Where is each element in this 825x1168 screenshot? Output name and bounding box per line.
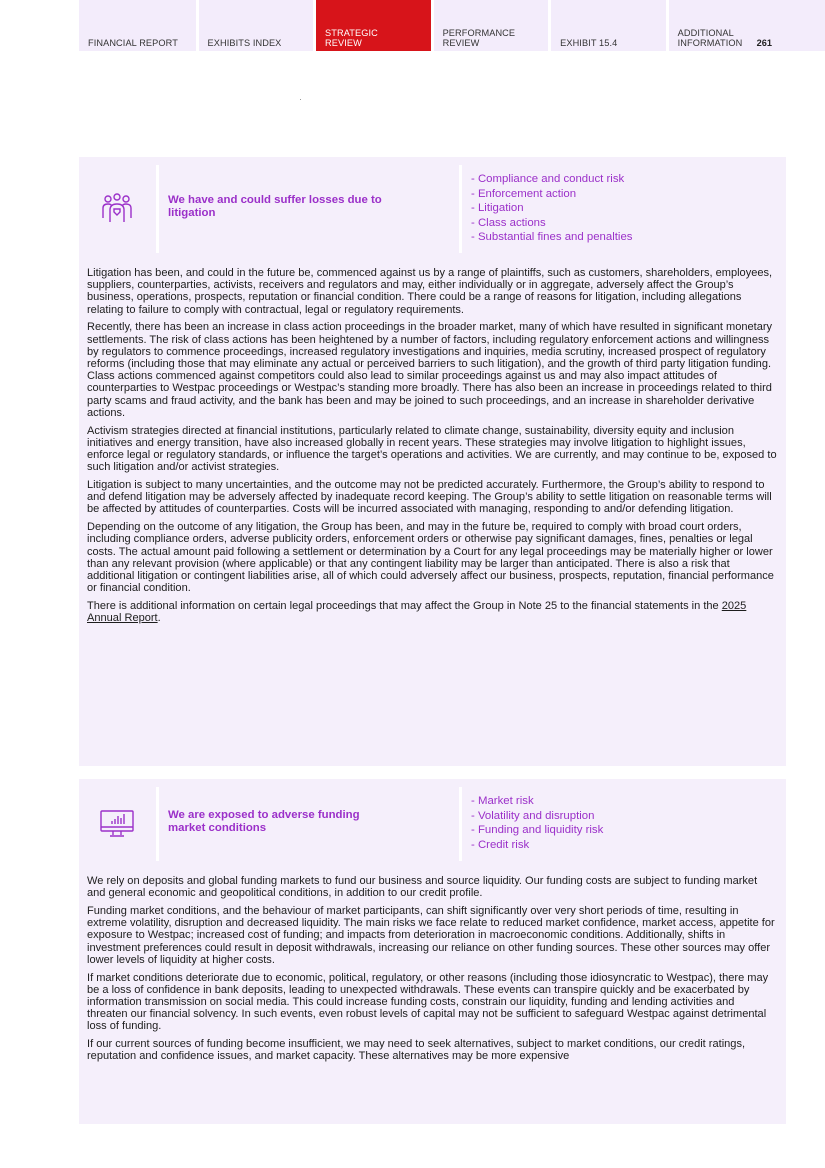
paragraph [87, 600, 777, 624]
risk-category: - Substantial fines and penalties [471, 231, 633, 243]
tab-label: FINANCIAL REPORT [88, 38, 178, 48]
funding-risk-panel [79, 779, 786, 1124]
risk-category: - Market risk [471, 795, 534, 807]
annual-report-link[interactable]: 2025 Annual Report [87, 600, 747, 625]
header-divider [156, 787, 159, 861]
tab-label: PERFORMANCE REVIEW [442, 28, 516, 48]
top-navigation [79, 0, 825, 51]
paragraph: If market conditions deteriorate due to economic, political, regulatory, or other reasons (including those idiosyncratic to Westpac), there may be a loss of confidence in bank deposits, leading to unexpected withdrawals. These events can transpire quickly and be exacerbated by information transmission on social media. This could increase funding costs, constrain our liquidity, funding and lending activities and threaten our financial solvency. In such events, even robust levels of capital may not be sufficient to safeguard Westpac against detrimental loss of funding. [87, 971, 769, 1033]
risk-body [87, 267, 777, 630]
risk-category: - Volatility and disruption [471, 809, 595, 822]
risk-category: - Funding and liquidity risk [471, 824, 604, 836]
risk-body [87, 875, 777, 1068]
tab-label: EXHIBIT 15.4 [560, 38, 618, 48]
paragraph: Activism strategies directed at financial institutions, particularly related to climate change, sustainability, diversity equity and inclusion initiatives and energy transition, have also increased globally in recent years. These strategies may involve litigation to highlight issues, enforce legal or regulatory standards, or influence the target’s operations and activities. We are currently, and may continue to be, exposed to such litigation and/or activist strategies. [87, 424, 777, 474]
header-divider [459, 787, 462, 861]
icon-container [79, 165, 154, 253]
paragraph: We rely on deposits and global funding markets to fund our business and source liquidity. Our funding costs are subject to funding market and general economic and geopolitical conditions, in addition to our credit profile. [87, 875, 758, 900]
risk-category: - Litigation [471, 202, 524, 214]
people-group-icon [100, 192, 134, 226]
paragraph: Funding market conditions, and the behaviour of market participants, can shift significantly over very short periods of time, resulting in extreme volatility, disruption and decreased liquidity. The main risks we face relate to reduced market confidence, market access, appetite for exposure to Westpac; increased cost of funding; and impacts from deterioration in macroeconomic conditions. Additionally, shifts in investment preferences could result in deposit withdrawals, increasing our reliance on other funding sources. These other sources may offer lower levels of liquidity at higher costs. [87, 905, 775, 966]
tab-strategic-review[interactable] [316, 0, 431, 51]
header-divider [156, 165, 159, 253]
paragraph: Litigation has been, and could in the future be, commenced against us by a range of plaintiffs, such as customers, shareholders, employees, suppliers, counterparties, activists, receivers and regulators and may, either individually or in aggregate, adversely affect the Group’s business, operations, prospects, reputation or financial condition. There could be a range of reasons for litigation, including allegations relating to failure to comply with contractual, legal or regulatory requirements. [87, 267, 773, 316]
paragraph-text: There is additional information on certain legal proceedings that may affect the Group in Note 25 to the financial statements in the [87, 600, 722, 613]
stray-dot [300, 99, 301, 100]
paragraph: Depending on the outcome of any litigation, the Group has been, and may in the future be, required to comply with broad court orders, including compliance orders, adverse publicity orders, enforcement orders or otherwise pay significant damages, fines, penalties or legal costs. The actual amount paid following a settlement or determination by a Court for any legal proceedings may be materially higher or lower than any relevant provision (where applicable) or that any contingent liability may be larger than anticipated. There is also a risk that additional litigation or contingent liabilities arise, all of which could adversely affect our business, prospects, reputation, financial performance or financial condition. [87, 521, 774, 595]
paragraph-text: . [157, 612, 161, 625]
paragraph: Litigation is subject to many uncertainties, and the outcome may not be predicted accurately. Furthermore, the Group’s ability to respond to and defend litigation may be adversely affected by inadequate record keeping. The Group’s ability to settle litigation on reasonable terms will be affected by attitudes of counterparties. Costs will be incurred associated with managing, responding to and/or defending litigation. [87, 479, 772, 516]
tab-additional-information[interactable] [669, 0, 825, 51]
litigation-risk-panel [79, 157, 786, 766]
header-divider [459, 165, 462, 253]
icon-container [79, 787, 154, 861]
tab-exhibit-15-4[interactable] [551, 0, 666, 51]
risk-category: - Enforcement action [471, 187, 577, 200]
risk-category-list [471, 794, 603, 852]
panel-header [79, 779, 786, 861]
risk-category: - Compliance and conduct risk [471, 173, 625, 185]
tab-financial-report[interactable] [79, 0, 196, 51]
tab-performance-review[interactable] [434, 0, 549, 51]
paragraph: If our current sources of funding become insufficient, we may need to seek alternatives, subject to market conditions, our credit ratings, reputation and confidence issues, and market capacity. These alternatives may be more expensive [87, 1038, 746, 1063]
risk-category-list [471, 172, 632, 245]
page-number: 261 [756, 38, 772, 48]
risk-title: We have and could suffer losses due to litigation [168, 194, 382, 219]
tab-label: ADDITIONAL INFORMATION [677, 28, 743, 48]
risk-category: - Class actions [471, 216, 546, 229]
panel-header [79, 157, 786, 253]
paragraph: Recently, there has been an increase in class action proceedings in the broader market, many of which have resulted in significant monetary settlements. The risk of class actions has been heightened by a number of factors, including regulatory enforcement actions and willingness by regulators to commence proceedings, increased regulatory investigations and inquiries, media scrutiny, increased prospect of regulatory reforms (including those that may eliminate any actual or perceived barriers to such litigation), and the growth of third party litigation funding. Class actions commenced against competitors could also lead to similar proceedings against us and may also impact attitudes of counterparties to Westpac proceedings or Westpac’s standing more broadly. There has also been an increase in proceedings related to third party scams and fraud activity, and the bank has been and may be joined to such proceedings, and an increase in shareholder derivative actions. [87, 321, 773, 419]
tab-exhibits-index[interactable] [199, 0, 314, 51]
risk-category: - Credit risk [471, 838, 530, 851]
tab-label: STRATEGIC REVIEW [325, 28, 378, 48]
tab-label: EXHIBITS INDEX [207, 38, 282, 48]
monitor-chart-icon [99, 808, 135, 840]
risk-title: We are exposed to adverse funding market conditions [168, 809, 360, 834]
